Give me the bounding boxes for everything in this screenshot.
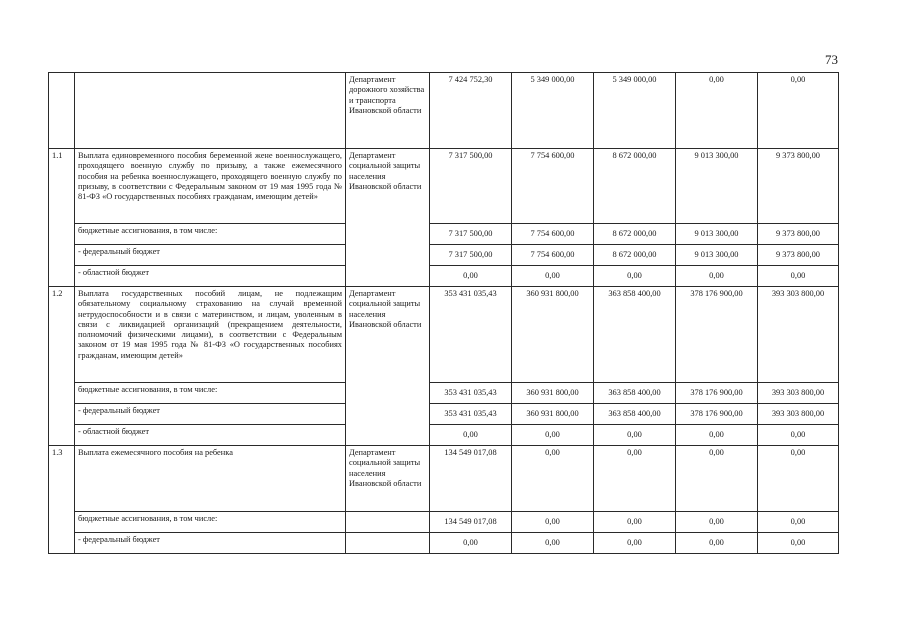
table-row-1-3 — [49, 446, 839, 512]
row-amount-4: 378 176 900,00 — [676, 287, 758, 383]
row-department: Департамент социальной защиты населения Ивановской области — [346, 149, 430, 287]
row-description: Выплата единовременного пособия беременной жене военнослужащего, проходящего военную службу по призыву, а также ежемесячного пособия на ребенка военнослужащего, проходящего военную службу по призыву, в соответствии с Федеральным законом от 19 мая 1995 года № 81-ФЗ «О государственных пособиях гражданам, имеющим детей» — [75, 149, 346, 224]
row-amount-5: 393 303 800,00 — [758, 383, 839, 404]
table-row-1-1-regional — [49, 266, 839, 287]
table-row-1-1 — [49, 149, 839, 224]
row-amount-5: 9 373 800,00 — [758, 149, 839, 224]
row-amount-2: 360 931 800,00 — [512, 287, 594, 383]
row-amount-4: 9 013 300,00 — [676, 224, 758, 245]
row-amount-4: 9 013 300,00 — [676, 149, 758, 224]
row-amount-3: 0,00 — [594, 533, 676, 554]
row-amount-5: 393 303 800,00 — [758, 404, 839, 425]
row-amount-4: 9 013 300,00 — [676, 245, 758, 266]
row-department: Департамент социальной защиты населения Ивановской области — [346, 287, 430, 446]
table-row-1-2 — [49, 287, 839, 383]
row-amount-3: 5 349 000,00 — [594, 73, 676, 149]
row-amount-1: 0,00 — [430, 533, 512, 554]
row-number: 1.1 — [49, 149, 75, 287]
row-sub-label: бюджетные ассигнования, в том числе: — [75, 224, 346, 245]
row-amount-1: 7 317 500,00 — [430, 245, 512, 266]
row-department: Департамент социальной защиты населения Ивановской области — [346, 446, 430, 512]
row-amount-5: 0,00 — [758, 533, 839, 554]
row-amount-1: 7 424 752,30 — [430, 73, 512, 149]
row-amount-2: 0,00 — [512, 533, 594, 554]
row-amount-2: 0,00 — [512, 266, 594, 287]
row-amount-1: 7 317 500,00 — [430, 149, 512, 224]
row-amount-5: 0,00 — [758, 73, 839, 149]
row-amount-2: 0,00 — [512, 425, 594, 446]
row-amount-4: 0,00 — [676, 533, 758, 554]
row-amount-2: 7 754 600,00 — [512, 224, 594, 245]
row-amount-4: 378 176 900,00 — [676, 383, 758, 404]
row-amount-3: 363 858 400,00 — [594, 404, 676, 425]
table-row-continuation — [49, 73, 839, 149]
row-amount-5: 0,00 — [758, 425, 839, 446]
row-amount-3: 363 858 400,00 — [594, 383, 676, 404]
row-amount-4: 0,00 — [676, 425, 758, 446]
row-number: 1.3 — [49, 446, 75, 554]
row-number-cell — [49, 73, 75, 149]
row-amount-5: 9 373 800,00 — [758, 245, 839, 266]
row-amount-1: 7 317 500,00 — [430, 224, 512, 245]
row-sub-label: - федеральный бюджет — [75, 404, 346, 425]
row-sub-label: - областной бюджет — [75, 266, 346, 287]
table-row-1-3-budget — [49, 512, 839, 533]
row-amount-3: 0,00 — [594, 266, 676, 287]
row-amount-4: 0,00 — [676, 512, 758, 533]
row-amount-1: 353 431 035,43 — [430, 383, 512, 404]
row-amount-5: 393 303 800,00 — [758, 287, 839, 383]
row-amount-1: 134 549 017,08 — [430, 512, 512, 533]
budget-table — [48, 72, 839, 554]
row-amount-5: 0,00 — [758, 266, 839, 287]
row-amount-2: 7 754 600,00 — [512, 245, 594, 266]
table-row-1-1-budget — [49, 224, 839, 245]
row-description-cell — [75, 73, 346, 149]
row-amount-2: 360 931 800,00 — [512, 404, 594, 425]
row-amount-5: 9 373 800,00 — [758, 224, 839, 245]
row-sub-label: бюджетные ассигнования, в том числе: — [75, 512, 346, 533]
row-amount-5: 0,00 — [758, 446, 839, 512]
row-amount-3: 8 672 000,00 — [594, 245, 676, 266]
table-row-1-1-federal — [49, 245, 839, 266]
row-department: Департамент дорожного хозяйства и транспорта Ивановской области — [346, 73, 430, 149]
row-amount-3: 363 858 400,00 — [594, 287, 676, 383]
row-description: Выплата ежемесячного пособия на ребенка — [75, 446, 346, 512]
row-amount-1: 134 549 017,08 — [430, 446, 512, 512]
row-amount-3: 0,00 — [594, 512, 676, 533]
row-amount-3: 0,00 — [594, 425, 676, 446]
row-amount-4: 0,00 — [676, 266, 758, 287]
row-amount-4: 0,00 — [676, 446, 758, 512]
row-amount-5: 0,00 — [758, 512, 839, 533]
row-amount-3: 0,00 — [594, 446, 676, 512]
row-amount-1: 0,00 — [430, 425, 512, 446]
row-amount-2: 5 349 000,00 — [512, 73, 594, 149]
row-amount-1: 353 431 035,43 — [430, 287, 512, 383]
row-amount-2: 360 931 800,00 — [512, 383, 594, 404]
row-amount-1: 0,00 — [430, 266, 512, 287]
row-number: 1.2 — [49, 287, 75, 446]
row-amount-2: 0,00 — [512, 512, 594, 533]
row-amount-4: 0,00 — [676, 73, 758, 149]
row-sub-label: бюджетные ассигнования, в том числе: — [75, 383, 346, 404]
row-sub-label: - федеральный бюджет — [75, 245, 346, 266]
row-department-empty — [346, 512, 430, 533]
table-row-1-2-budget — [49, 383, 839, 404]
row-amount-3: 8 672 000,00 — [594, 149, 676, 224]
row-amount-2: 7 754 600,00 — [512, 149, 594, 224]
page-number: 73 — [825, 52, 838, 67]
table-row-1-2-federal — [49, 404, 839, 425]
row-amount-4: 378 176 900,00 — [676, 404, 758, 425]
row-amount-3: 8 672 000,00 — [594, 224, 676, 245]
table-row-1-3-federal — [49, 533, 839, 554]
row-amount-2: 0,00 — [512, 446, 594, 512]
row-department-empty — [346, 533, 430, 554]
table-row-1-2-regional — [49, 425, 839, 446]
row-amount-1: 353 431 035,43 — [430, 404, 512, 425]
row-description: Выплата государственных пособий лицам, не подлежащим обязательному социальному страхованию на случай временной нетрудоспособности и в связи с материнством, и лицам, уволенным в связи с ликвидацией организаций (прекращением деятельности, полномочий физическими лицами), в соответствии с Федеральным законом от 19 мая 1995 года № 81-ФЗ «О государственных пособиях гражданам, имеющим детей» — [75, 287, 346, 383]
row-sub-label: - областной бюджет — [75, 425, 346, 446]
row-sub-label: - федеральный бюджет — [75, 533, 346, 554]
